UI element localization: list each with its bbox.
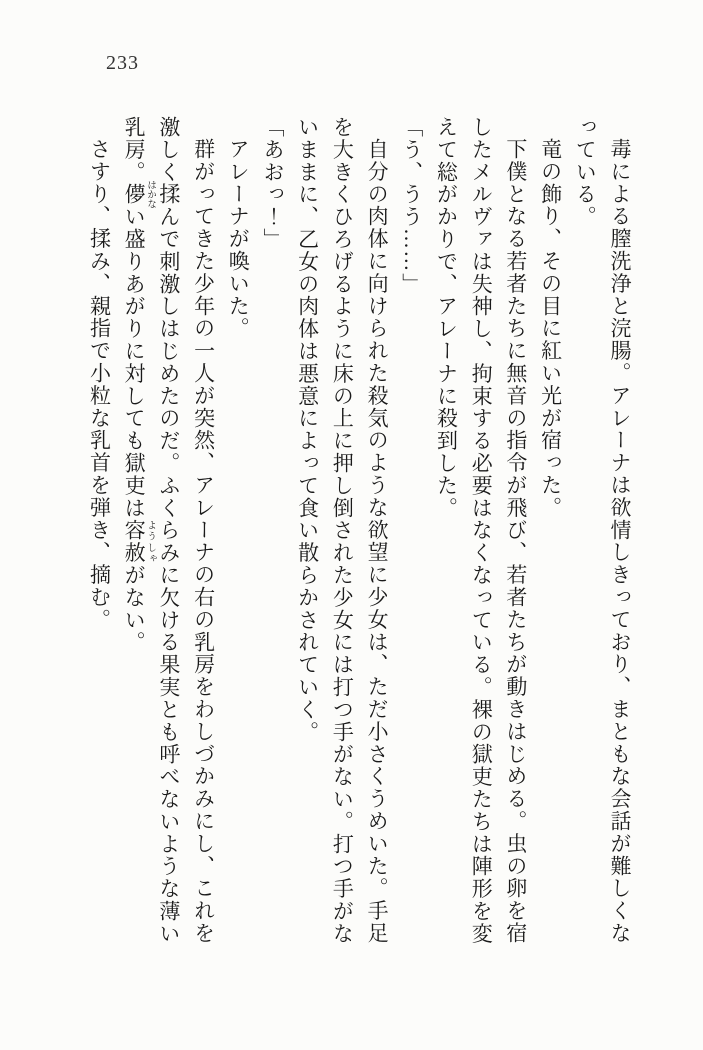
- paragraph: [429, 116, 533, 956]
- paragraph: [221, 116, 256, 956]
- text-run: 自分の肉体に向けられた殺気のような欲望に少女は、ただ小さくうめいた。手足を大きくひろげるように床の上に押し倒された少女には打つ手がない。打つ手がないままに、乙女の肉体は悪意によって食い散らかされていく。: [295, 116, 390, 945]
- page-number: 233: [106, 52, 139, 74]
- ruby-base: 容赦: [122, 519, 147, 565]
- paragraph: [568, 116, 637, 956]
- paragraph: [290, 116, 394, 956]
- paragraph: [82, 116, 117, 956]
- paragraph: [394, 116, 429, 956]
- text-run: 群がってきた少年の一人が突然、アレーナの右の乳房をわしづかみにし、これを激しく揉んで刺激しはじめたのだ。ふくらみに欠ける果実とも呼べないような薄い乳房。: [122, 116, 216, 945]
- paragraph: [533, 116, 568, 956]
- text-run: アレーナが喚いた。: [226, 138, 251, 340]
- paragraph: [116, 116, 220, 956]
- text-run: 「う、うう……」: [399, 116, 424, 296]
- ruby-annotation: ようしゃ: [145, 519, 156, 565]
- text-run: 竜の飾り、その目に紅い光が宿った。: [538, 138, 563, 520]
- ruby-annotation: はかな: [145, 180, 156, 209]
- text-run: い盛りあがりに対しても獄吏は: [122, 205, 147, 520]
- text-run: さすり、揉み、親指で小粒な乳首を弾き、摘む。: [87, 138, 112, 632]
- text-run: 毒による膣洗浄と浣腸。アレーナは欲情しきっており、まともな会話が難しくなっている。: [573, 116, 632, 945]
- text-run: がない。: [122, 564, 147, 654]
- text-run: 下僕となる若者たちに無音の指令が飛び、若者たちが動きはじめる。虫の卵を宿したメルヴァは失神し、拘束する必要はなくなっている。裸の獄吏たちは陣形を変えて総がかりで、アレーナに殺到した。: [434, 116, 528, 945]
- text-run: 「あおっ！」: [260, 116, 285, 251]
- paragraph: [255, 116, 290, 956]
- ruby-text: [122, 180, 156, 209]
- ruby-base: 儚: [122, 180, 147, 209]
- text-block: [82, 116, 637, 956]
- ruby-text: [122, 519, 156, 565]
